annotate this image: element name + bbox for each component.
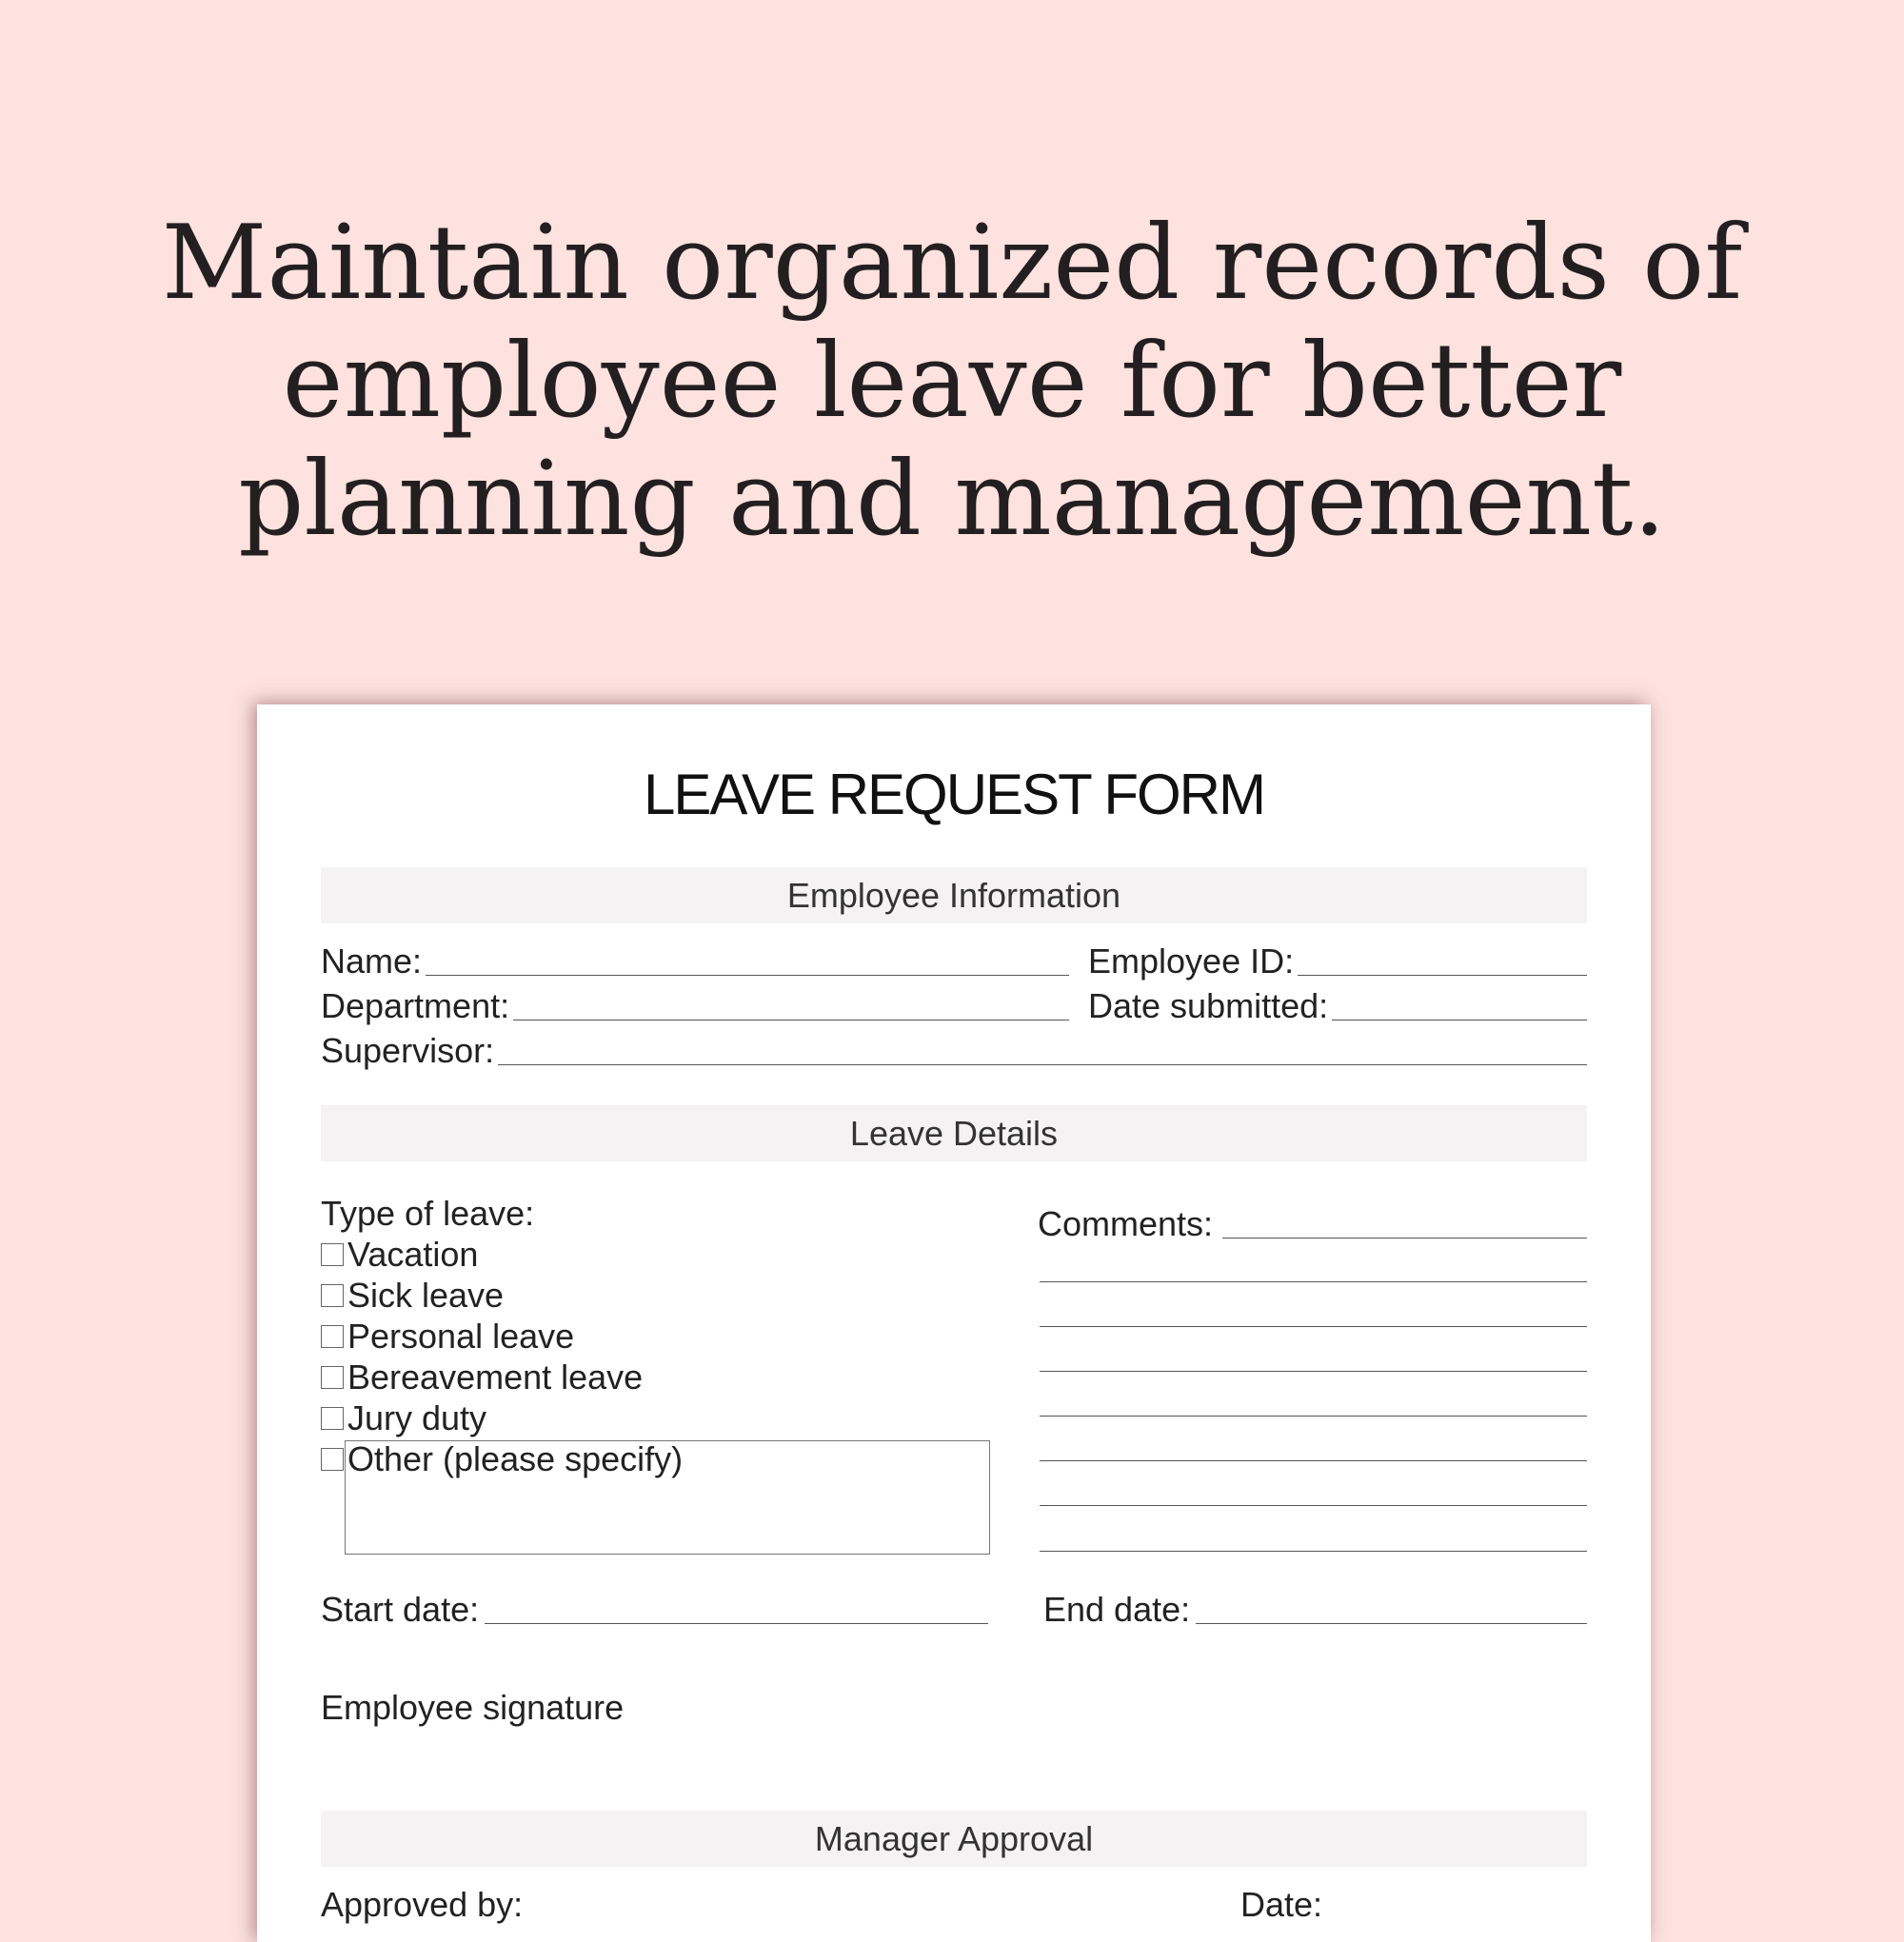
comments-line[interactable] (1040, 1326, 1587, 1327)
name-line[interactable] (426, 975, 1069, 976)
leave-type-bereavement[interactable] (321, 1357, 643, 1397)
checkbox[interactable] (321, 1407, 344, 1430)
department-label: Department: (321, 986, 510, 1025)
comments-line[interactable] (1040, 1281, 1587, 1282)
leave-request-form (257, 704, 1651, 1942)
headline-line: employee leave for better (282, 322, 1622, 441)
date-submitted-label: Date submitted: (1088, 986, 1329, 1025)
leave-type-label: Bereavement leave (347, 1357, 644, 1397)
approved-by-label: Approved by: (321, 1885, 524, 1924)
leave-type-label: Jury duty (347, 1398, 487, 1437)
leave-type-label: Other (please specify) (347, 1439, 684, 1478)
leave-type-vacation[interactable] (321, 1235, 478, 1275)
comments-line[interactable] (1222, 1238, 1587, 1239)
type-of-leave-label: Type of leave: (321, 1194, 535, 1233)
leave-type-label: Sick leave (347, 1276, 505, 1315)
start-date-label: Start date: (321, 1590, 480, 1629)
name-label: Name: (321, 941, 423, 981)
date-submitted-field[interactable] (1088, 986, 1587, 1026)
employee-id-field[interactable] (1088, 941, 1587, 981)
checkbox[interactable] (321, 1284, 344, 1307)
section-employee-information: Employee Information (321, 867, 1587, 923)
checkbox[interactable] (321, 1448, 344, 1471)
employee-signature-label: Employee signature (321, 1688, 625, 1727)
comments-line[interactable] (1040, 1551, 1587, 1552)
section-manager-approval: Manager Approval (321, 1811, 1587, 1867)
end-date-field[interactable] (1043, 1590, 1587, 1630)
end-date-label: End date: (1043, 1590, 1191, 1629)
comments-line[interactable] (1040, 1416, 1587, 1417)
comments-line[interactable] (1040, 1505, 1587, 1506)
checkbox[interactable] (321, 1325, 344, 1348)
headline-line: Maintain organized records of (161, 204, 1743, 323)
checkbox[interactable] (321, 1243, 344, 1266)
comments-line[interactable] (1040, 1371, 1587, 1372)
leave-type-label: Vacation (347, 1235, 479, 1274)
checkbox[interactable] (321, 1366, 344, 1389)
section-leave-details: Leave Details (321, 1105, 1587, 1161)
headline (95, 205, 1809, 559)
employee-id-line[interactable] (1298, 975, 1587, 976)
leave-type-label: Personal leave (347, 1317, 575, 1356)
name-field[interactable] (321, 941, 1069, 981)
headline-line: planning and management. (238, 440, 1666, 559)
start-date-field[interactable] (321, 1590, 988, 1630)
date-submitted-line[interactable] (1332, 1020, 1587, 1021)
start-date-line[interactable] (485, 1623, 988, 1624)
leave-type-jury-duty[interactable] (321, 1398, 486, 1438)
employee-id-label: Employee ID: (1088, 941, 1295, 981)
leave-type-other[interactable] (321, 1439, 683, 1479)
supervisor-line[interactable] (498, 1064, 1587, 1065)
comments-label: Comments: (1038, 1204, 1214, 1243)
comments-field[interactable] (1038, 1204, 1587, 1244)
leave-type-personal[interactable] (321, 1317, 574, 1357)
supervisor-field[interactable] (321, 1031, 1587, 1071)
form-title: LEAVE REQUEST FORM (644, 763, 1264, 826)
comments-line[interactable] (1040, 1460, 1587, 1461)
department-line[interactable] (513, 1020, 1069, 1021)
leave-type-sick[interactable] (321, 1276, 504, 1316)
end-date-line[interactable] (1196, 1623, 1587, 1624)
approval-date-label: Date: (1240, 1885, 1323, 1924)
department-field[interactable] (321, 986, 1069, 1026)
supervisor-label: Supervisor: (321, 1031, 495, 1070)
